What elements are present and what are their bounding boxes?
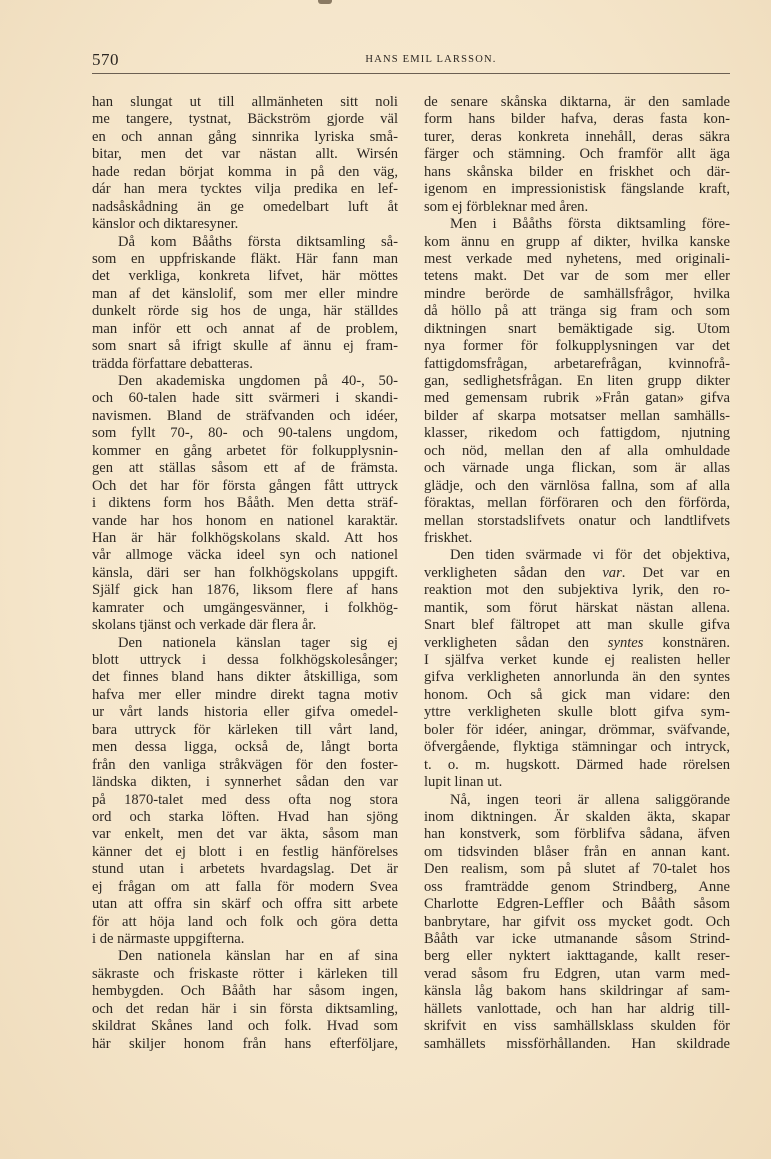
text-line: verad såsom fru Edgren, utan varm med- [424, 965, 730, 982]
running-head: HANS EMIL LARSSON. [365, 54, 497, 65]
text-line: om tidsvinden blåser från en annan kant. [424, 843, 730, 860]
text-line: hade redan börjat komma in på den väg, [92, 163, 398, 180]
text-line: ord och starka löften. Hvad han sjöng [92, 808, 398, 825]
text-line: hafva mer eller mindre direkt tagna motiv [92, 686, 398, 703]
text-line: Den tiden svärmade vi för det objektiva, [450, 547, 730, 564]
text-line: skrifvit en viss samhällsklass skulden för [424, 1018, 730, 1035]
text-line: turer, deras konkreta innehåll, deras säkra [424, 128, 730, 145]
text-line: gan, sedlighetsfrågan. En liten grupp dikter [424, 373, 730, 389]
text-line: igenom en impressionistisk fängslande kraft, [424, 181, 730, 198]
binding-mark [318, 0, 332, 4]
text-line: säkraste och friskaste rötter i kärleken till [92, 965, 398, 982]
text-line: öfvergående, flyktiga stämningar och intryck, [424, 739, 730, 756]
text-line: mest verkade med nyhetens, med originali- [424, 250, 730, 267]
header-rule [92, 73, 730, 74]
text-line: mellan storstadslifvets onatur och landtlifvets [424, 512, 730, 529]
text-line: Den akademiska ungdomen på 40-, 50- [118, 373, 398, 389]
text-line: i de närmaste uppgifterna. [92, 931, 245, 947]
text-line: i diktens form hos Bååth. Men detta sträf- [92, 495, 398, 512]
text-line: friskhet. [424, 529, 473, 546]
text-line: kom ännu en grupp af dikter, hvilka kanske [424, 233, 730, 250]
text-line: Bååth var icke utmanande såsom Strind- [424, 931, 730, 947]
text-line: navismen. Bland de sträfvanden och idéer, [92, 407, 398, 424]
text-line: fattigdomsfrågan, arbetarefrågan, kvinnofrå- [424, 355, 730, 372]
paragraph [424, 216, 730, 547]
text-line: gifva verkligheten annorlunda än den syntes [424, 669, 730, 686]
text-line: I själfva verket kunde ej realisten heller [424, 652, 730, 668]
paragraph [92, 94, 398, 234]
text-line: en och annan gång sinnrika lyriska små- [92, 128, 398, 145]
text-line: var enkelt, men det var äkta, såsom man [92, 826, 398, 843]
text-line: me tangere, tystnat, Bäckström gjorde väl [92, 111, 398, 128]
paragraph [424, 547, 730, 791]
text-line: Då kom Bååths första diktsamling så- [118, 233, 398, 250]
text-line: Han är här folkhögskolans skald. Att hos [92, 529, 398, 546]
text-line: som snart så ifrigt skulle af ännu ej fram- [92, 338, 398, 355]
text-line: banbrytare, har gifvit oss mycket godt. Och [424, 913, 730, 930]
text-line: Själf gick han 1876, liksom flere af hans [92, 582, 398, 599]
text-line: boler för idéer, aningar, drömmar, sväfvande, [424, 721, 730, 738]
text-line: mindre berörde de samhällsfrågor, hvilka [424, 285, 730, 302]
text-line: klasser, rikedom och fattigdom, njutning [424, 425, 730, 442]
text-line: bara uttryck för kärleken till vårt land, [92, 721, 398, 738]
text-line: här skiljer honom från hans efterföljare, [92, 1035, 398, 1052]
text-line: det verkliga, konkreta lifvet, här möttes [92, 268, 398, 285]
text-line: det finnes bland hans dikter åtskilliga, som [92, 669, 398, 686]
right-column [424, 94, 730, 1053]
text-line: verkligheten sådan den var. Det var en [424, 564, 731, 581]
text-line: för att höja land och folk och göra detta [92, 913, 398, 930]
text-line: från den vanliga stråkvägen för den foster- [92, 756, 398, 773]
text-line: känsla, däri ser han folkhögskolans uppgift. [92, 564, 398, 581]
text-line: som en uppfriskande fläkt. Här fann man [92, 250, 398, 267]
text-line: nadsåskådning än ge omedelbart luft åt [92, 198, 398, 215]
text-line: form hans bilder hafva, deras fasta kon- [424, 111, 730, 128]
text-line: yttre verkligheten skulle blott gifva sym- [424, 704, 730, 721]
text-line: Den nationela känslan tager sig ej [118, 634, 398, 651]
text-line: man inför ett och annat af de problem, [92, 320, 398, 337]
text-line: kommer en gång arbetet för folkupplysnin- [92, 442, 398, 459]
text-line: känsla låg bakom hans skildringar af sam- [424, 983, 730, 1000]
text-line: han slungat ut till allmänheten sitt noli [92, 94, 398, 110]
text-line: utan att offra sin skärf och offra sitt arbete [92, 896, 398, 913]
text-line: Charlotte Edgren-Leffler och Bååth såsom [424, 896, 730, 913]
text-line: mantik, som förut härskat nästan allena. [424, 599, 730, 616]
text-line: på 1870-talet med dess ofta nog stora [92, 791, 398, 808]
text-line: skildrat Skånes land och folk. Hvad som [92, 1018, 398, 1035]
text-line: inom diktningen. Är skalden äkta, skapar [424, 808, 730, 825]
text-line: tetens makt. Det var de som mer eller [424, 268, 730, 285]
paragraph [92, 635, 398, 949]
text-line: blott uttryck i dessa folkhögskolesånger; [92, 652, 398, 668]
paragraph [424, 792, 730, 1054]
text-line: ur vårt lands historia eller gifva omedel- [92, 704, 398, 721]
text-line: känner det ej blott i en festlig hänförelses [92, 843, 398, 860]
text-line: trädda författare debatteras. [92, 355, 253, 372]
text-line: han konstverk, som förblifva sådana, äfven [424, 826, 730, 843]
text-line: med gemensam rubrik »Från gatan» gifva [424, 390, 730, 407]
text-line: gen att ställas såsom ett af de främsta. [92, 460, 398, 477]
paragraph [92, 948, 398, 1053]
text-line: Snart blef fältropet att man skulle gifva [424, 617, 730, 634]
page-number: 570 [92, 50, 119, 69]
text-line: vande har hos honom en nationel karaktär. [92, 512, 398, 529]
text-line: och det redan här i sin första diktsamling, [92, 1000, 398, 1017]
text-line: dár han mera tycktes vilja predika en lef- [92, 181, 398, 198]
text-line: hällets vanlottade, och han har aldrig till- [424, 1000, 730, 1017]
text-line: och värnade unga flickan, som är allas [424, 460, 730, 477]
text-line: t. o. m. hugskott. Därmed hade rörelsen [424, 756, 730, 773]
text-line: skolans tjänst och verkade där flera år. [92, 617, 317, 634]
text-line: honom. Och så gick man vidare: den [424, 686, 730, 703]
text-line: stund utan i arbetets hvardagslag. Det är [92, 861, 398, 878]
text-line: bitar, men det var nästan allt. Wirsén [92, 146, 398, 163]
text-line: och 60-talen hade sitt svärmeri i skandi- [92, 390, 398, 407]
text-line: Och det har för första gången fått uttryck [92, 477, 398, 494]
text-line: diktningen snart bemäktigade sig. Utom [424, 320, 730, 337]
text-line: som fyllt 70-, 80- och 90-talens ungdom, [92, 425, 398, 442]
paragraph [92, 373, 398, 635]
text-line: Den nationela känslan har en af sina [118, 948, 398, 965]
italic-emphasis: syntes [607, 634, 644, 651]
text-line: bilder af skarpa motsatser mellan samhälls- [424, 407, 730, 424]
text-line: man af det känslolif, som mer eller mindre [92, 285, 398, 302]
text-line: ländska dikten, i synnerhet sådan den var [92, 774, 398, 791]
text-line: vår allmoge väcka ideel syn och nationel [92, 547, 398, 564]
text-line: känslor och diktaresyner. [92, 216, 239, 233]
text-line: Nå, ingen teori är allena saliggörande [450, 791, 730, 808]
text-line: reaktion mot den subjektiva lyrik, den ro- [424, 582, 730, 599]
left-column [92, 94, 398, 1053]
text-line: färger och stämning. Och framför allt äga [424, 146, 730, 163]
text-line: nya former för folkupplysningen var det [424, 338, 730, 355]
text-line: hembygden. Och Bååth har såsom ingen, [92, 983, 398, 1000]
paragraph [424, 94, 730, 216]
text-line: lupit linan ut. [424, 774, 503, 791]
text-line: men dessa ligga, också de, långt borta [92, 739, 398, 756]
paragraph [92, 234, 398, 374]
text-line: ej frågan om att falla för modern Svea [92, 878, 398, 895]
text-line: verkligheten sådan den syntes konstnären. [424, 634, 730, 651]
page-header [92, 50, 730, 74]
text-line: då höllo på att tränga sig fram och som [424, 303, 730, 320]
text-line: dunkelt rörde sig hos de unga, här ställdes [92, 303, 398, 320]
text-line: oss framträdde genom Strindberg, Anne [424, 878, 730, 895]
text-line: Men i Bååths första diktsamling före- [450, 216, 730, 233]
text-line: de senare skånska diktarna, är den samlade [424, 94, 730, 110]
text-line: hans skånska bilder en friskhet och där- [424, 163, 730, 180]
text-line: Den realism, som på slutet af 70-talet hos [424, 861, 730, 878]
text-line: samhällets missförhållanden. Han skildrade [424, 1035, 730, 1052]
text-line: och nöd, mellan den af alla omhuldade [424, 442, 730, 459]
italic-emphasis: var [602, 564, 622, 581]
text-line: kamrater och umgängesvänner, i folkhög- [92, 599, 398, 616]
text-line: glädje, och den värnlösa fallna, som af alla [424, 477, 730, 494]
text-line: berg eller nyktert iakttagande, kallt reser- [424, 948, 730, 965]
text-line: som ej förbleknar med åren. [424, 198, 589, 215]
text-line: föraktas, mellan förföraren och den förförda, [424, 495, 730, 512]
